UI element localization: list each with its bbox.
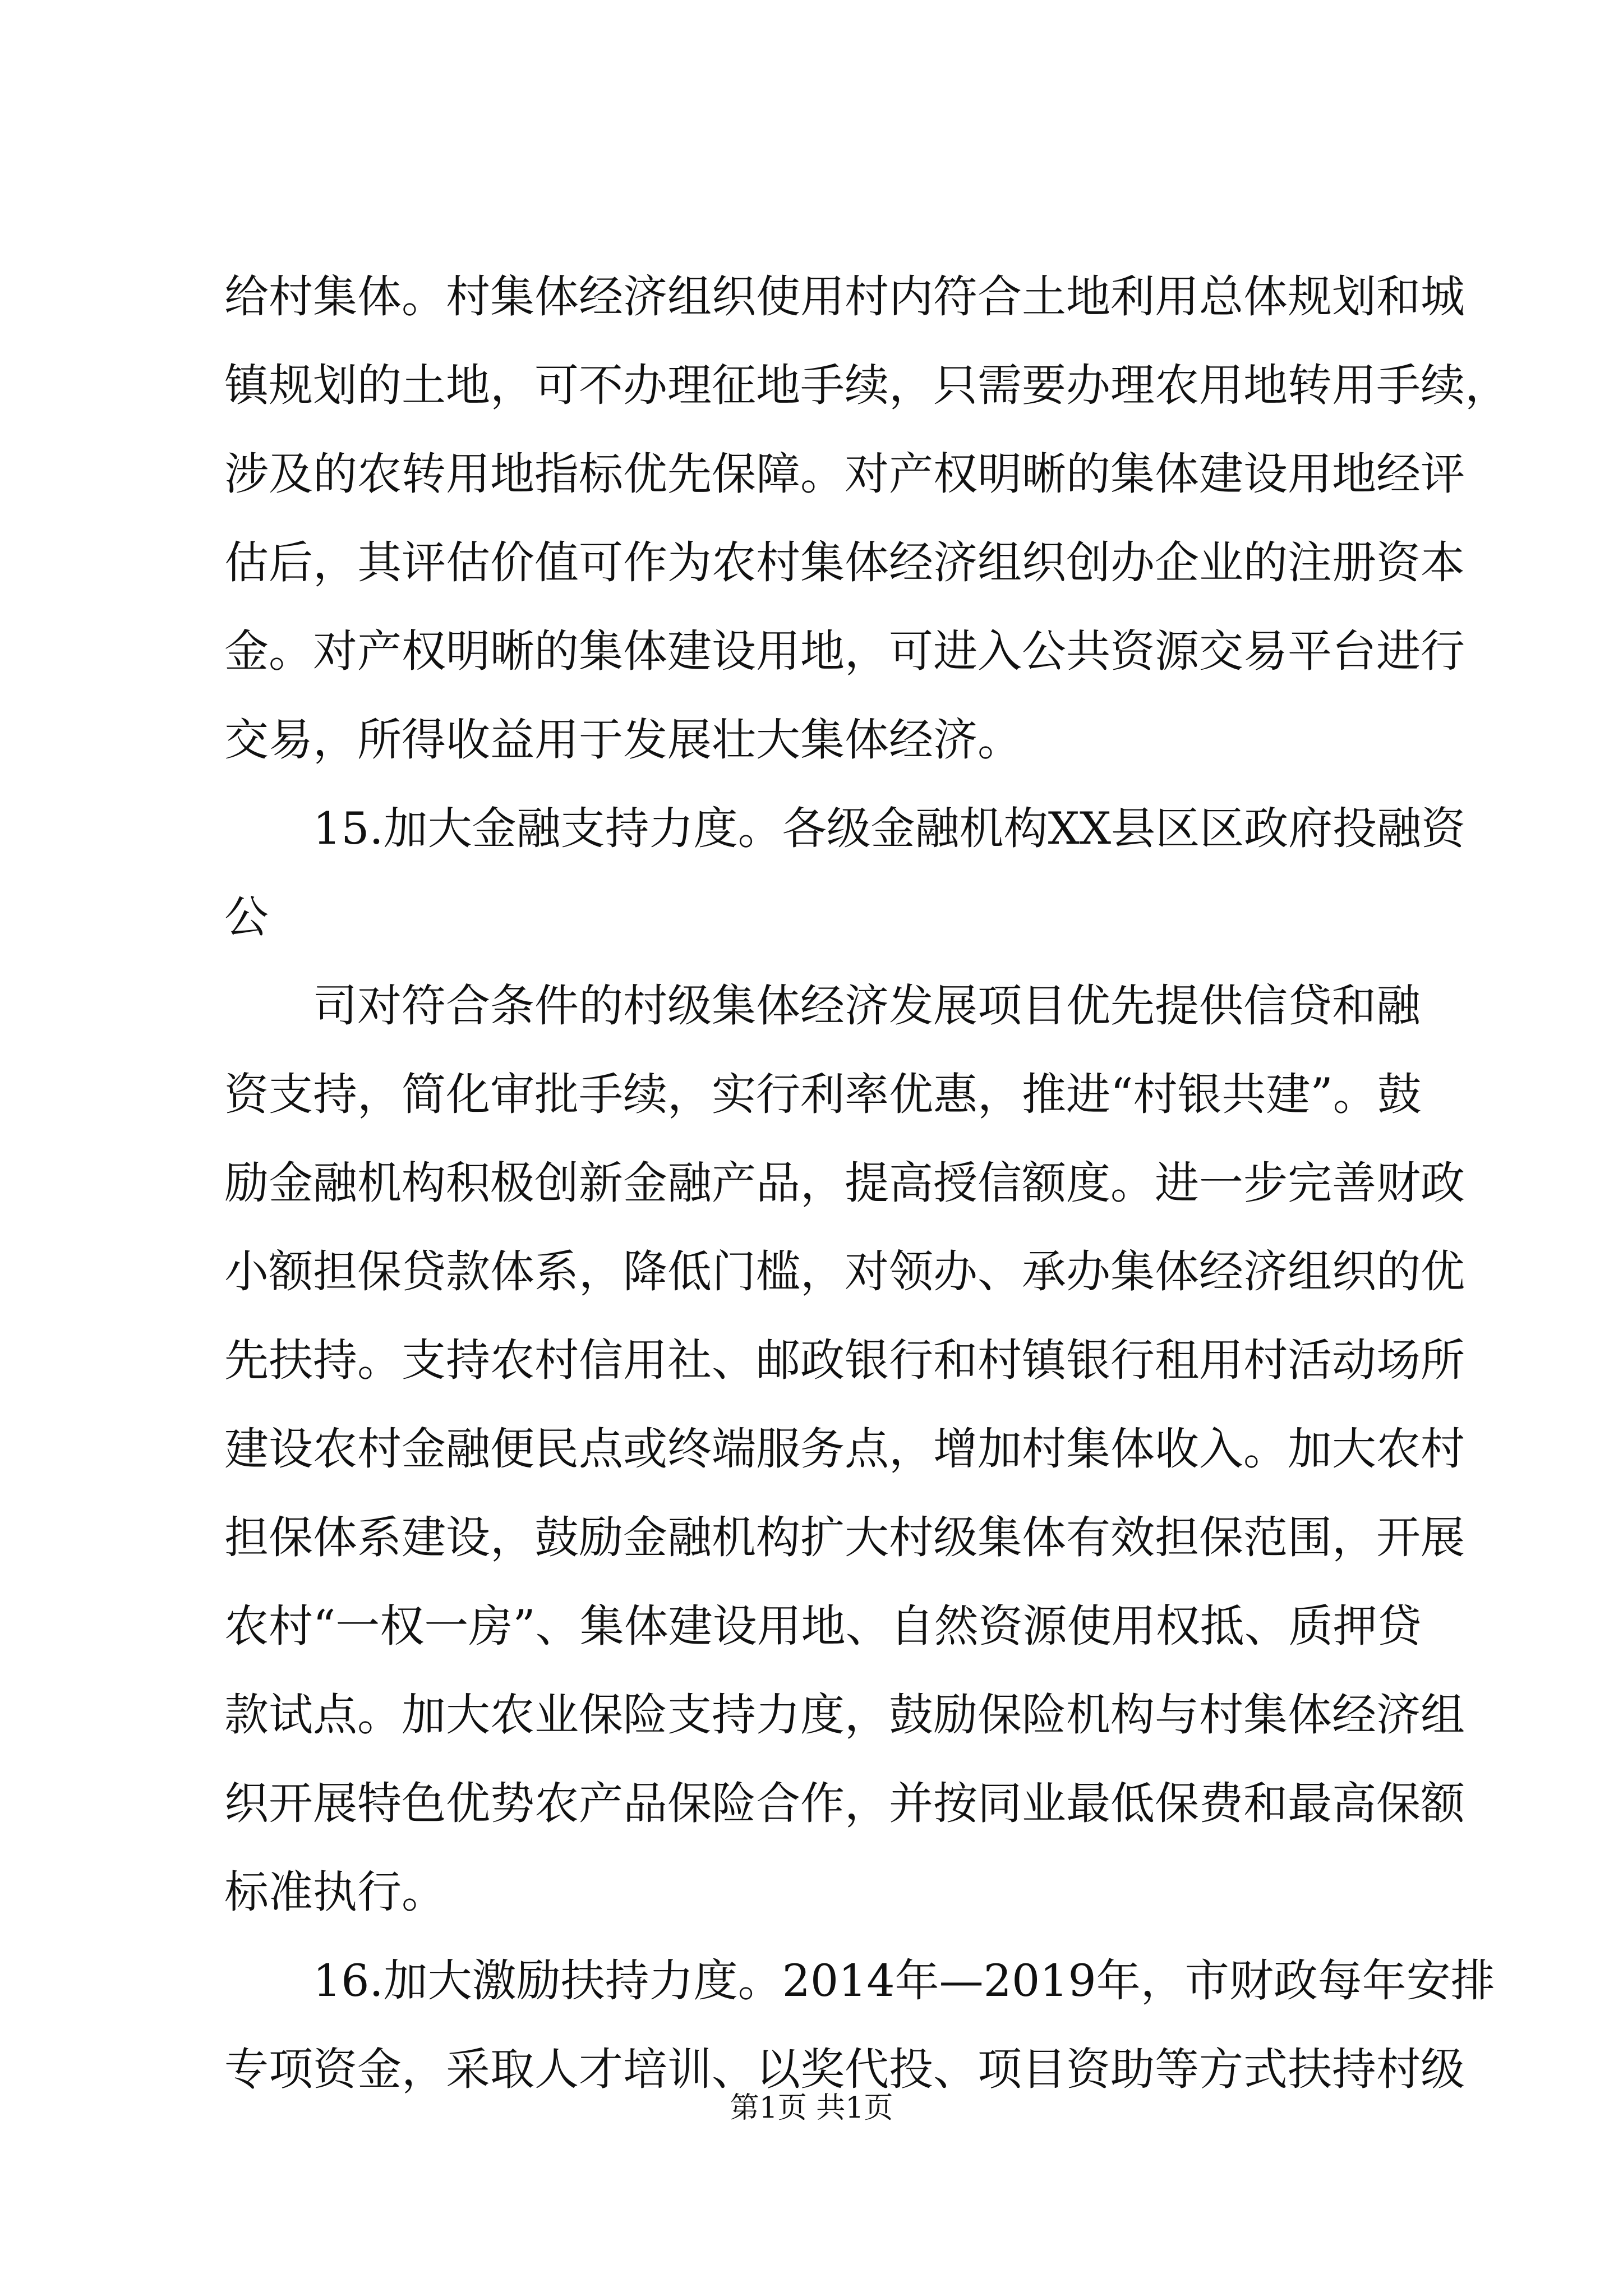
text-line: 资支持，简化审批手续，实行利率优惠，推进“村银共建”。鼓 bbox=[224, 1069, 1422, 1120]
text-line: 16.加大激励扶持力度。2014年—2019年，市财政每年安排 bbox=[313, 1955, 1495, 2007]
text-line: 款试点。加大农业保险支持力度，鼓励保险机构与村集体经济组 bbox=[224, 1689, 1465, 1741]
text-line: 织开展特色优势农产品保险合作，并按同业最低保费和最高保额 bbox=[224, 1778, 1465, 1829]
text-line: 先扶持。支持农村信用社、邮政银行和村镇银行租用村活动场所 bbox=[224, 1335, 1465, 1386]
text-line: 涉及的农转用地指标优先保障。对产权明晰的集体建设用地经评 bbox=[224, 448, 1465, 500]
text-line: 担保体系建设，鼓励金融机构扩大村级集体有效担保范围，开展 bbox=[224, 1512, 1465, 1563]
text-line: 15.加大金融支持力度。各级金融机构XX县区区政府投融资 bbox=[313, 803, 1466, 854]
text-line: 给村集体。村集体经济组织使用村内符合土地利用总体规划和城 bbox=[224, 271, 1465, 323]
text-line: 建设农村金融便民点或终端服务点，增加村集体收入。加大农村 bbox=[224, 1423, 1465, 1475]
document-body bbox=[224, 252, 1509, 2114]
text-line: 公 bbox=[224, 891, 269, 943]
text-line: 镇规划的土地，可不办理征地手续，只需要办理农用地转用手续， bbox=[224, 360, 1509, 411]
text-line: 估后，其评估价值可作为农村集体经济组织创办企业的注册资本 bbox=[224, 537, 1465, 588]
text-line: 金。对产权明晰的集体建设用地，可进入公共资源交易平台进行 bbox=[224, 625, 1465, 677]
text-line: 农村“一权一房”、集体建设用地、自然资源使用权抵、质押贷 bbox=[224, 1600, 1422, 1652]
text-line: 小额担保贷款体系，降低门槛，对领办、承办集体经济组织的优 bbox=[224, 1246, 1465, 1297]
text-line: 励金融机构积极创新金融产品，提高授信额度。进一步完善财政 bbox=[224, 1157, 1465, 1209]
page-footer: 第1页 共1页 bbox=[730, 2091, 893, 2125]
text-line: 司对符合条件的村级集体经济发展项目优先提供信贷和融 bbox=[313, 980, 1421, 1032]
text-line: 交易，所得收益用于发展壮大集体经济。 bbox=[224, 714, 1022, 766]
text-line: 专项资金，采取人才培训、以奖代投、项目资助等方式扶持村级 bbox=[224, 2044, 1465, 2095]
text-line: 标准执行。 bbox=[224, 1866, 446, 1918]
